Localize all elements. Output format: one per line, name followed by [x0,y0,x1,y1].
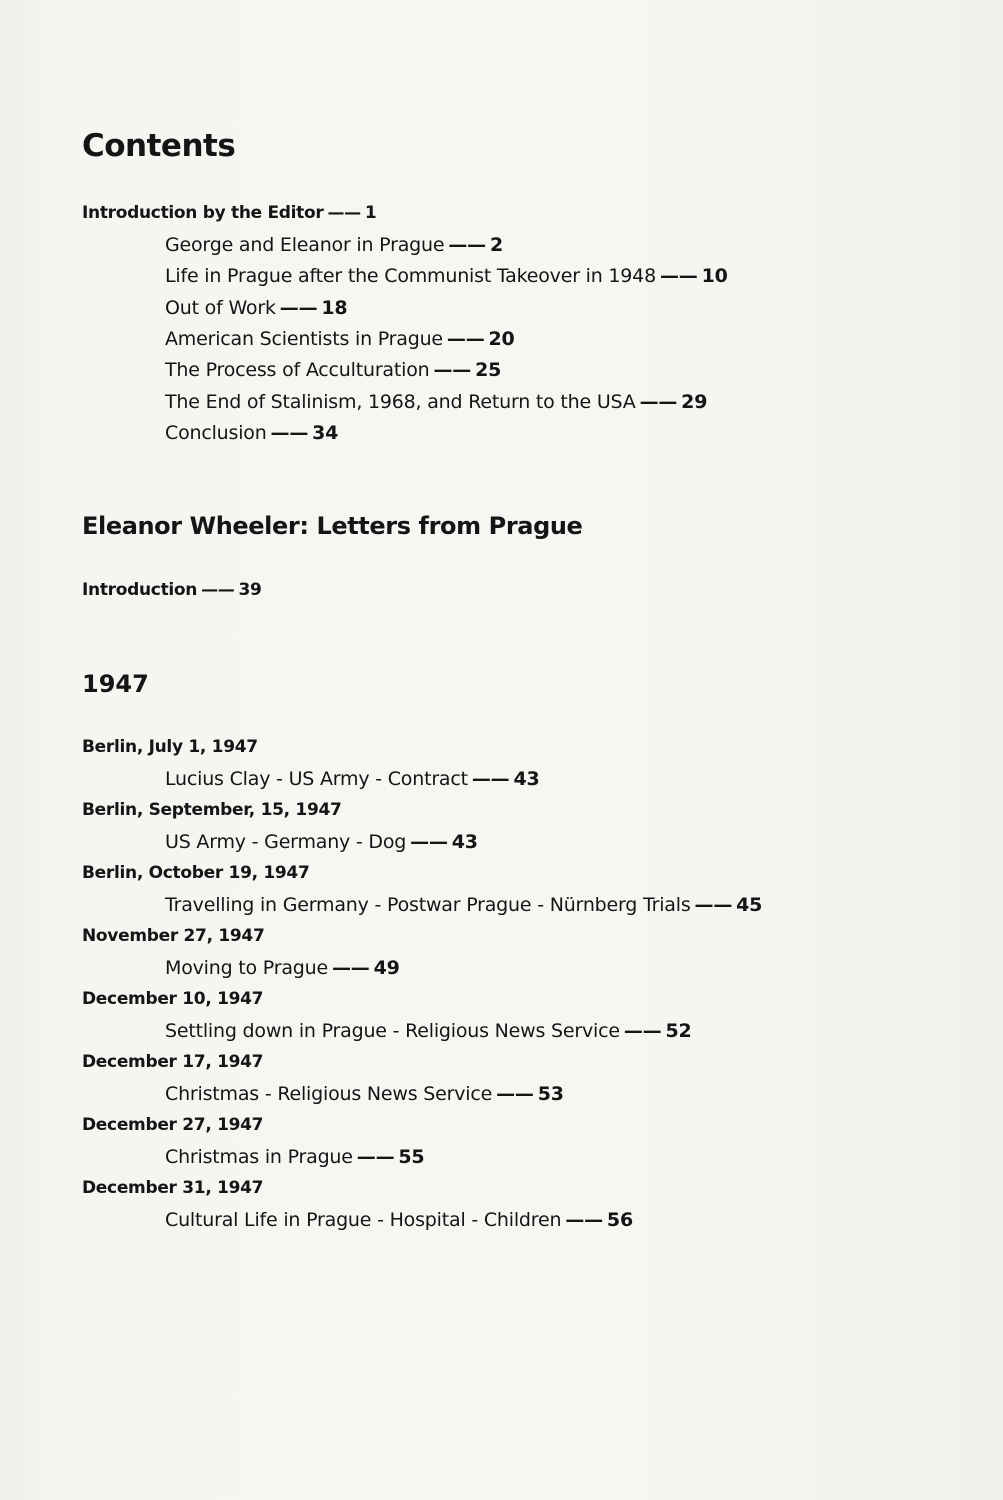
entry-separator: —— [270,422,309,444]
entry-title: Christmas in Prague [165,1146,353,1168]
toc-entry [165,391,707,413]
entry-separator: —— [496,1083,534,1105]
toc-entry [165,328,515,350]
toc-entry [165,234,503,256]
entry-page: 43 [513,768,540,790]
entry-separator: —— [327,203,361,223]
entry-page: 53 [537,1083,564,1105]
toc-entry [165,957,400,979]
entry-page: 1 [364,203,377,223]
entry-title: Introduction by the Editor [82,203,324,223]
toc-entry [165,768,540,790]
entry-page: 45 [736,894,763,916]
entry-page: 34 [312,422,339,444]
entry-title: The End of Stalinism, 1968, and Return to the USA [165,391,636,413]
entry-separator: —— [201,580,235,600]
year-heading: 1947 [82,670,149,698]
entry-separator: —— [446,328,485,350]
entry-page: 39 [238,580,262,600]
toc-entry [165,1146,424,1168]
entry-title: Out of Work [165,297,276,319]
entry-title: US Army - Germany - Dog [165,831,407,853]
entry-title: Travelling in Germany - Postwar Prague - Nürnberg Trials [165,894,691,916]
toc-entry [165,1020,692,1042]
entry-title: Life in Prague after the Communist Takeover in 1948 [165,265,656,287]
entry-page: 55 [398,1146,425,1168]
entry-page: 25 [475,359,502,381]
entry-page: 43 [451,831,478,853]
entry-separator: —— [448,234,486,256]
letter-date: Berlin, July 1, 1947 [82,737,258,757]
letter-date: December 17, 1947 [82,1052,264,1072]
toc-entry [165,265,728,287]
part-heading: Eleanor Wheeler: Letters from Prague [82,512,583,540]
letter-date: December 31, 1947 [82,1178,264,1198]
entry-page: 52 [665,1020,692,1042]
entry-separator: —— [331,957,370,979]
entry-separator: —— [659,265,698,287]
entry-title: George and Eleanor in Prague [165,234,445,256]
toc-entry [165,894,762,916]
entry-separator: —— [565,1209,603,1231]
entry-title: Settling down in Prague - Religious News Service [165,1020,620,1042]
letter-date: December 27, 1947 [82,1115,264,1135]
entry-separator: —— [639,391,678,413]
entry-page: 56 [606,1209,633,1231]
entry-separator: —— [471,768,510,790]
entry-title: The Process of Acculturation [165,359,430,381]
entry-separator: —— [694,894,733,916]
toc-entry [165,297,347,319]
entry-separator: —— [433,359,472,381]
entry-page: 2 [489,234,503,256]
entry-page: 18 [321,297,348,319]
entry-separator: —— [356,1146,395,1168]
toc-entry-main [82,580,262,600]
page-title: Contents [82,128,236,164]
entry-separator: —— [623,1020,662,1042]
letter-date: Berlin, September, 15, 1947 [82,800,342,820]
toc-entry-main [82,203,376,223]
entry-page: 10 [701,265,728,287]
toc-entry [165,422,338,444]
entry-title: Moving to Prague [165,957,328,979]
toc-entry [165,1083,564,1105]
entry-title: Introduction [82,580,198,600]
letter-date: Berlin, October 19, 1947 [82,863,310,883]
letter-date: November 27, 1947 [82,926,265,946]
entry-page: 20 [488,328,515,350]
entry-title: Lucius Clay - US Army - Contract [165,768,468,790]
toc-entry [165,1209,633,1231]
toc-entry [165,831,478,853]
entry-title: Christmas - Religious News Service [165,1083,493,1105]
entry-separator: —— [410,831,448,853]
toc-entry [165,359,501,381]
entry-page: 29 [681,391,708,413]
entry-title: Conclusion [165,422,267,444]
letter-date: December 10, 1947 [82,989,264,1009]
entry-separator: —— [279,297,318,319]
entry-title: Cultural Life in Prague - Hospital - Children [165,1209,562,1231]
entry-title: American Scientists in Prague [165,328,443,350]
entry-page: 49 [373,957,400,979]
